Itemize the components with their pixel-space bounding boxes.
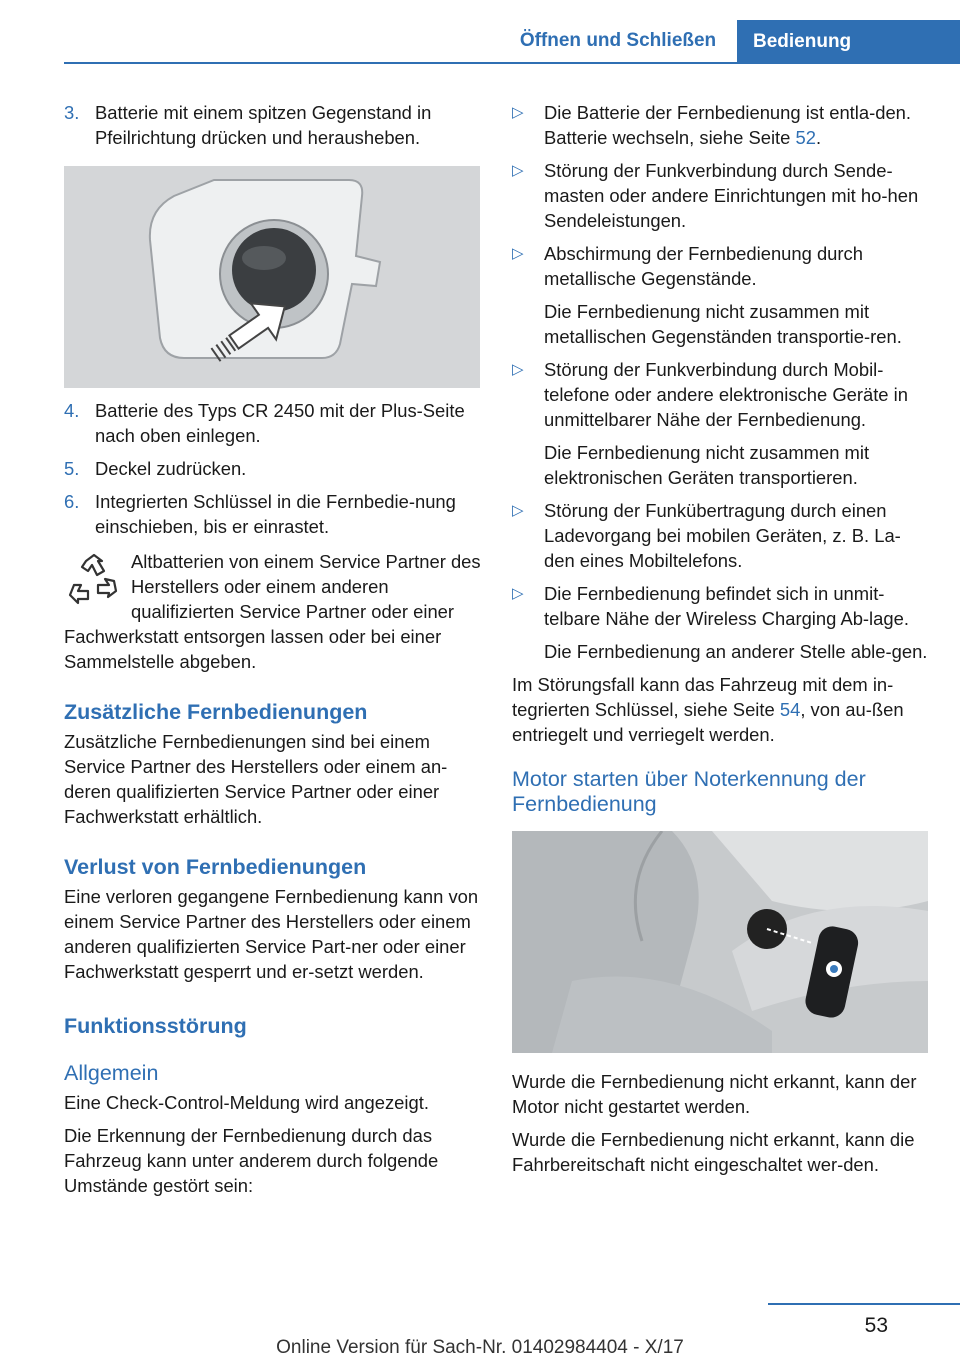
step-item	[64, 100, 482, 150]
triangle-right-icon: ▷	[512, 502, 524, 519]
paragraph-lost-remotes: Eine verloren gegangene Fernbedienung kann von einem Service Partner des Herstellers oder einem anderen qualifizierten Service Part-ner oder einer Fachwerkstatt gesperrt und er-setzt werden.	[64, 886, 479, 982]
step-number: 5.	[64, 458, 80, 479]
step-item	[64, 398, 482, 448]
paragraph-emergency-start-1: Wurde die Fernbedienung nicht erkannt, kann der Motor nicht gestartet werden.	[512, 1071, 917, 1117]
footer-text: Online Version für Sach-Nr. 01402984404 - X/17	[276, 1337, 684, 1358]
heading-emergency-start: Motor starten über Noterkennung der Fernbedienung	[512, 767, 866, 816]
header-section-title: Öffnen und Schließen	[519, 30, 717, 51]
heading-general: Allgemein	[64, 1061, 159, 1085]
list-item-text: Störung der Funkverbindung durch Sende-masten oder andere Einrichtungen mit ho-hen Sendeleistungen.	[544, 160, 919, 231]
paragraph-general-2: Die Erkennung der Fernbedienung durch das Fahrzeug kann unter anderem durch folgende Umstände gestört sein:	[64, 1125, 439, 1196]
heading-lost-remotes: Verlust von Fernbedienungen	[64, 855, 367, 879]
heading-additional-remotes: Zusätzliche Fernbedienungen	[64, 700, 368, 724]
triangle-right-icon: ▷	[512, 162, 524, 179]
step-text: Batterie mit einem spitzen Gegenstand in Pfeilrichtung drücken und herausheben.	[95, 102, 432, 148]
triangle-right-icon: ▷	[512, 245, 524, 262]
step-text: Deckel zudrücken.	[95, 458, 247, 479]
emergency-start-figure	[512, 831, 928, 1053]
heading-malfunction: Funktionsstörung	[64, 1014, 247, 1038]
triangle-right-icon: ▷	[512, 361, 524, 378]
list-item-text: Die Batterie der Fernbedienung ist entla-den. Batterie wechseln, siehe Seite 52.	[544, 102, 912, 148]
list-item-subtext: Die Fernbedienung an anderer Stelle able-gen.	[544, 641, 928, 662]
page-number: 53	[864, 1314, 888, 1337]
step-number: 6.	[64, 491, 80, 512]
note-text-rest: Fachwerkstatt entsorgen lassen oder bei einer Sammelstelle abgeben.	[64, 626, 442, 672]
right-column	[512, 100, 930, 1185]
header-tab: Bedienung	[737, 20, 960, 63]
footer-rule	[768, 1303, 960, 1305]
triangle-right-icon: ▷	[512, 104, 524, 121]
paragraph-additional-remotes: Zusätzliche Fernbedienungen sind bei einem Service Partner des Herstellers oder einem an-deren qualifizierten Service Partner oder einer Fachwerkstatt erhältlich.	[64, 731, 448, 827]
list-item-text: Störung der Funkübertragung durch einen Ladevorgang bei mobilen Geräten, z. B. La-den eines Mobiltelefons.	[544, 500, 901, 571]
list-item-subtext: Die Fernbedienung nicht zusammen mit metallischen Gegenständen transportie-ren.	[544, 301, 902, 347]
list-item	[512, 241, 930, 291]
step-text: Batterie des Typs CR 2450 mit der Plus-Seite nach oben einlegen.	[95, 400, 465, 446]
paragraph-malfunction-case: Im Störungsfall kann das Fahrzeug mit dem in-tegrierten Schlüssel, siehe Seite 54, von au-ßen entriegelt und verriegelt werden.	[512, 674, 904, 745]
list-item	[512, 158, 930, 233]
paragraph-general-1: Eine Check-Control-Meldung wird angezeigt.	[64, 1092, 429, 1113]
step-text: Integrierten Schlüssel in die Fernbedie-nung einschieben, bis er einrastet.	[95, 491, 456, 537]
list-item	[512, 357, 930, 432]
recycling-note	[64, 549, 482, 674]
note-text-first: Altbatterien von einem Service Partner des Herstellers oder einem anderen qualifizierten Service Partner oder einer	[131, 551, 481, 622]
step-item	[64, 456, 482, 481]
list-item-text: Störung der Funkverbindung durch Mobil-telefone oder andere elektronische Geräte in unmittelbarer Nähe der Fernbedienung.	[544, 359, 908, 430]
list-item	[512, 100, 930, 150]
step-number: 4.	[64, 400, 80, 421]
step-number: 3.	[64, 102, 80, 123]
list-item	[512, 498, 930, 573]
list-item	[512, 581, 930, 631]
list-item-subtext: Die Fernbedienung nicht zusammen mit elektronischen Geräten transportieren.	[544, 442, 870, 488]
list-item-text: Die Fernbedienung befindet sich in unmit-telbare Nähe der Wireless Charging Ab-lage.	[544, 583, 909, 629]
page-link-52[interactable]: 52	[795, 127, 816, 148]
recycle-icon	[64, 551, 124, 611]
battery-removal-figure	[64, 166, 480, 388]
triangle-right-icon: ▷	[512, 585, 524, 602]
list-item-text: Abschirmung der Fernbedienung durch metallische Gegenstände.	[544, 243, 863, 289]
step-item	[64, 489, 482, 539]
paragraph-emergency-start-2: Wurde die Fernbedienung nicht erkannt, kann die Fahrbereitschaft nicht eingeschaltet wer-den.	[512, 1129, 915, 1175]
left-column	[64, 100, 482, 1206]
page-link-54[interactable]: 54	[779, 699, 801, 720]
